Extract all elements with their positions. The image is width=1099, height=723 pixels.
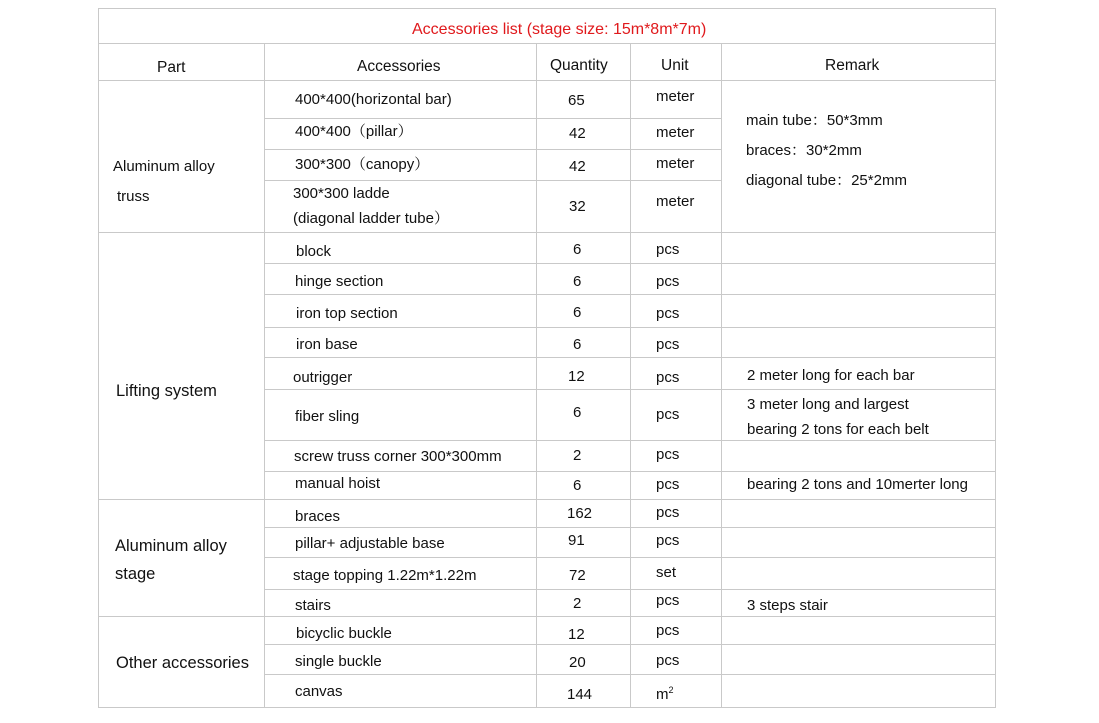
unit-cell: meter [656, 193, 695, 210]
accessory-cell: stairs [295, 597, 331, 614]
title-divider [98, 43, 996, 44]
quantity-cell: 2 [573, 595, 582, 612]
column-divider [536, 43, 537, 708]
quantity-cell: 6 [573, 477, 582, 494]
accessory-cell: pillar+ adjustable base [295, 535, 445, 552]
table-border-bottom [98, 707, 996, 708]
quantity-cell: 6 [573, 404, 582, 421]
accessory-cell: 400*400(horizontal bar) [295, 91, 452, 108]
row-divider [264, 180, 721, 181]
accessory-cell: block [296, 243, 332, 260]
group-divider [98, 232, 996, 233]
header-divider [98, 80, 996, 81]
unit-cell: pcs [656, 336, 680, 353]
quantity-cell: 144 [567, 686, 593, 703]
remark-cell: diagonal tube：25*2mm [746, 172, 907, 189]
header-quantity: Quantity [550, 57, 608, 74]
unit-cell: pcs [656, 273, 680, 290]
quantity-cell: 6 [573, 273, 582, 290]
table-border-left [98, 8, 99, 708]
column-divider [721, 43, 722, 708]
header-part: Part [157, 59, 186, 76]
unit-cell: set [656, 564, 677, 581]
unit-cell: pcs [656, 622, 680, 639]
accessory-cell: manual hoist [295, 475, 381, 492]
remark-cell: bearing 2 tons and 10merter long [747, 476, 968, 493]
header-unit: Unit [661, 57, 689, 74]
header-accessories: Accessories [357, 58, 441, 75]
remark-cell: 2 meter long for each bar [747, 367, 915, 384]
quantity-cell: 162 [567, 505, 593, 522]
accessory-cell: 300*300（canopy） [295, 156, 430, 173]
unit-cell [656, 686, 674, 704]
unit-text: m [656, 686, 669, 703]
part-label: stage [115, 565, 156, 583]
accessory-cell: iron base [296, 336, 358, 353]
quantity-cell: 65 [568, 92, 585, 109]
unit-cell: pcs [656, 446, 680, 463]
accessory-cell: bicyclic buckle [296, 625, 392, 642]
quantity-cell: 72 [569, 567, 586, 584]
table-border-right [995, 8, 996, 708]
remark-cell: 3 meter long and largest [747, 396, 909, 413]
column-divider [264, 43, 265, 708]
quantity-cell: 42 [569, 125, 586, 142]
accessory-cell: hinge section [295, 273, 384, 290]
unit-cell: meter [656, 155, 695, 172]
column-divider [630, 43, 631, 708]
quantity-cell: 12 [568, 626, 585, 643]
quantity-cell: 32 [569, 198, 586, 215]
row-divider [264, 149, 721, 150]
group-divider [98, 616, 996, 617]
accessory-cell: single buckle [295, 653, 382, 670]
accessory-cell: outrigger [293, 369, 353, 386]
accessory-cell: braces [295, 508, 341, 525]
unit-cell: pcs [656, 476, 680, 493]
quantity-cell: 6 [573, 304, 582, 321]
header-remark: Remark [825, 57, 880, 74]
unit-cell: meter [656, 88, 695, 105]
remark-cell: 3 steps stair [747, 597, 828, 614]
unit-superscript: 2 [668, 685, 674, 695]
quantity-cell: 2 [573, 447, 582, 464]
unit-cell: pcs [656, 652, 680, 669]
accessory-cell: 300*300 ladde [293, 185, 390, 202]
accessory-cell: (diagonal ladder tube） [293, 210, 449, 227]
unit-cell: meter [656, 124, 695, 141]
quantity-cell: 42 [569, 158, 586, 175]
part-label: Other accessories [116, 654, 249, 672]
table-border-top [98, 8, 996, 9]
accessory-cell: 400*400（pillar） [295, 123, 413, 140]
unit-cell: pcs [656, 532, 680, 549]
unit-cell: pcs [656, 504, 680, 521]
quantity-cell: 12 [568, 368, 585, 385]
accessory-cell: stage topping 1.22m*1.22m [293, 567, 477, 584]
row-divider [264, 118, 721, 119]
quantity-cell: 91 [568, 532, 585, 549]
accessory-cell: screw truss corner 300*300mm [294, 448, 502, 465]
remark-cell: main tube：50*3mm [746, 112, 883, 129]
group-divider [98, 499, 996, 500]
unit-cell: pcs [656, 369, 680, 386]
unit-cell: pcs [656, 592, 680, 609]
remark-cell: braces：30*2mm [746, 142, 862, 159]
unit-cell: pcs [656, 406, 680, 423]
part-label: Aluminum alloy [113, 158, 215, 175]
part-label: Lifting system [116, 382, 217, 400]
accessory-cell: canvas [295, 683, 343, 700]
table-title: Accessories list (stage size: 15m*8m*7m) [412, 21, 707, 38]
remark-cell: bearing 2 tons for each belt [747, 421, 929, 438]
accessory-cell: iron top section [296, 305, 398, 322]
unit-cell: pcs [656, 305, 680, 322]
part-label: Aluminum alloy [115, 537, 227, 555]
part-label: truss [117, 188, 150, 205]
unit-cell: pcs [656, 241, 680, 258]
quantity-cell: 6 [573, 241, 582, 258]
accessory-cell: fiber sling [295, 408, 360, 425]
quantity-cell: 6 [573, 336, 582, 353]
quantity-cell: 20 [569, 654, 586, 671]
